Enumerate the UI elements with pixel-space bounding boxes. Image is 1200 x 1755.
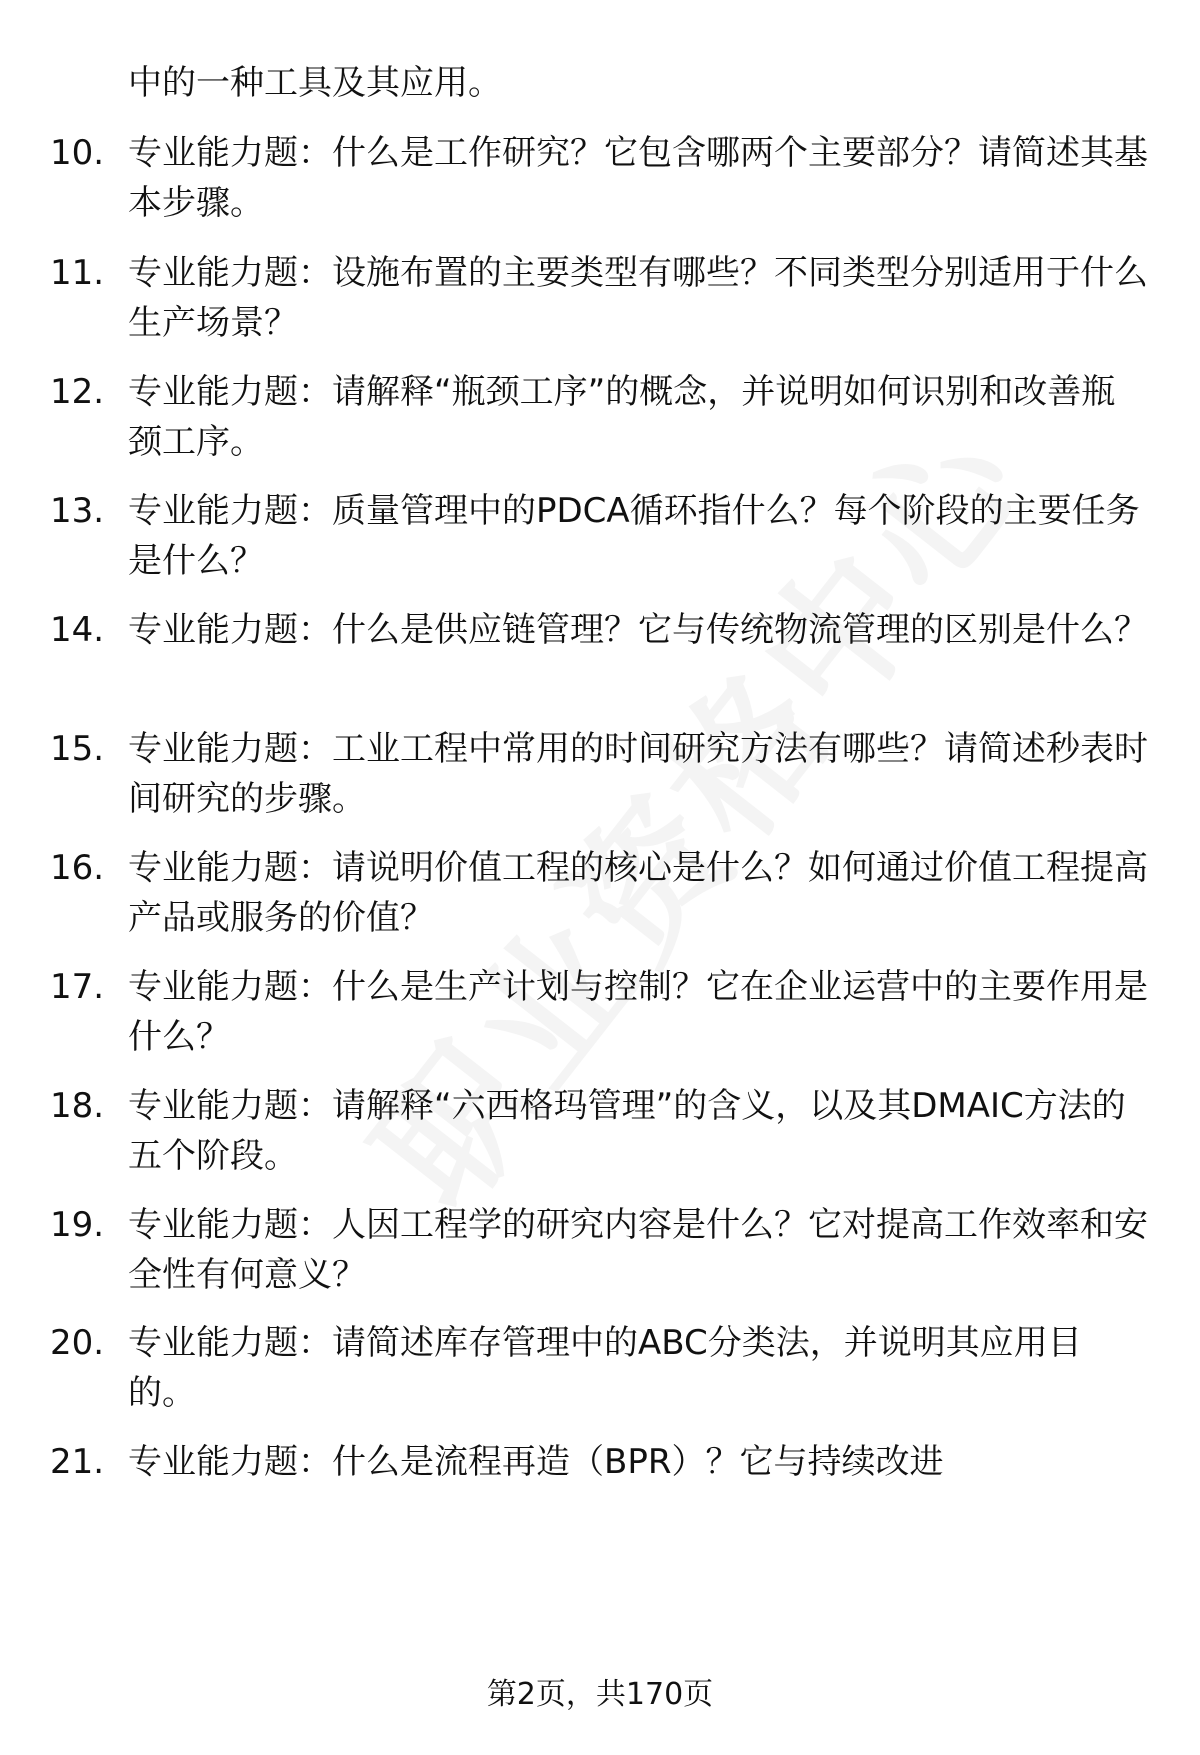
page-footer: 第2页，共170页 (486, 1677, 714, 1712)
question-text: 专业能力题：什么是生产计划与控制？它在企业运营中的主要作用是什么？ (128, 967, 1148, 1057)
question-number: 11. (50, 253, 105, 293)
question-number: 16. (50, 848, 105, 888)
question-number: 12. (50, 372, 105, 412)
continuation-text: 中的一种工具及其应用。 (128, 63, 502, 103)
question-number: 13. (50, 491, 105, 531)
question-text: 专业能力题：什么是工作研究？它包含哪两个主要部分？请简述其基本步骤。 (128, 133, 1148, 223)
question-text: 专业能力题：什么是供应链管理？它与传统物流管理的区别是什么？ (128, 610, 1148, 650)
question-text: 专业能力题：请简述库存管理中的ABC分类法，并说明其应用目的。 (128, 1323, 1082, 1413)
question-number: 14. (50, 610, 105, 650)
question-number: 15. (50, 729, 105, 769)
question-number: 18. (50, 1086, 105, 1126)
question-text: 专业能力题：什么是流程再造（BPR）？它与持续改进 (128, 1442, 944, 1482)
question-text: 专业能力题：请说明价值工程的核心是什么？如何通过价值工程提高产品或服务的价值？ (128, 848, 1148, 938)
question-text: 专业能力题：设施布置的主要类型有哪些？不同类型分别适用于什么生产场景？ (128, 253, 1148, 343)
question-text: 专业能力题：质量管理中的PDCA循环指什么？每个阶段的主要任务是什么？ (128, 491, 1140, 581)
question-number: 17. (50, 967, 105, 1007)
question-number: 19. (50, 1205, 105, 1245)
question-number: 10. (50, 133, 105, 173)
question-text: 专业能力题：工业工程中常用的时间研究方法有哪些？请简述秒表时间研究的步骤。 (128, 729, 1148, 819)
question-text: 专业能力题：请解释“六西格玛管理”的含义，以及其DMAIC方法的五个阶段。 (128, 1086, 1126, 1176)
question-number: 21. (50, 1442, 105, 1482)
question-number: 20. (50, 1323, 105, 1363)
question-text: 专业能力题：请解释“瓶颈工序”的概念，并说明如何识别和改善瓶颈工序。 (128, 372, 1116, 462)
question-text: 专业能力题：人因工程学的研究内容是什么？它对提高工作效率和安全性有何意义？ (128, 1205, 1148, 1295)
